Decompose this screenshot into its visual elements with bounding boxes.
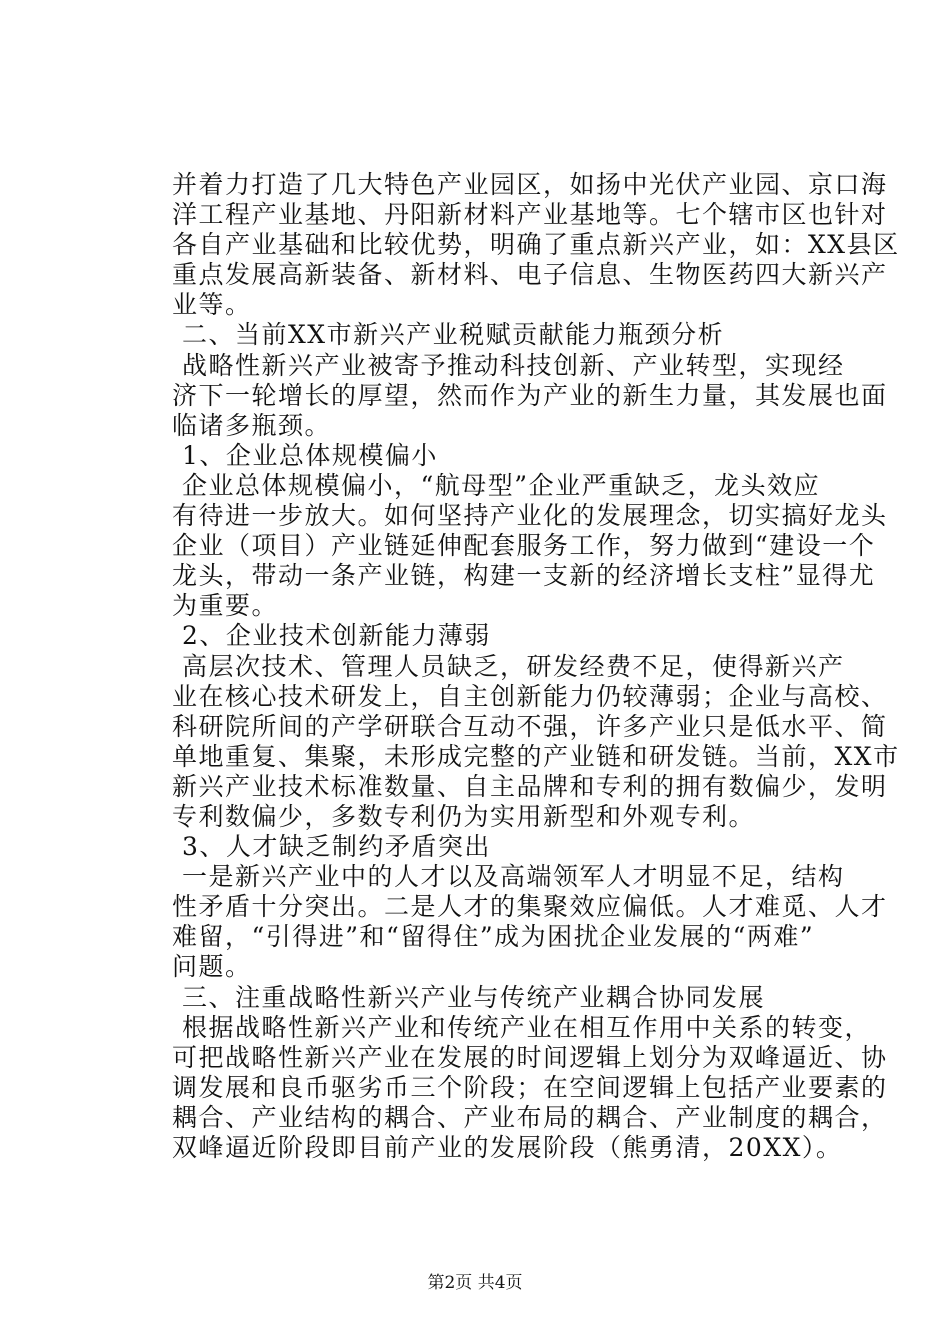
text-line: 调发展和良币驱劣币三个阶段；在空间逻辑上包括产业要素的	[172, 1072, 888, 1102]
text-line: 企业（项目）产业链延伸配套服务工作，努力做到“建设一个	[172, 531, 876, 561]
text-line: 临诸多瓶颈。	[172, 410, 332, 440]
text-line: 有待进一步放大。如何坚持产业化的发展理念，切实搞好龙头	[172, 501, 888, 531]
text-line: 重点发展高新装备、新材料、电子信息、生物医药四大新兴产	[172, 260, 888, 290]
page-footer: 第2页 共4页	[427, 1273, 523, 1293]
text-line: 双峰逼近阶段即目前产业的发展阶段（熊勇清，20XX）。	[172, 1133, 843, 1162]
text-line: 难留，“引得进”和“留得住”成为困扰企业发展的“两难”	[172, 922, 815, 952]
subsection-heading: 3、人才缺乏制约矛盾突出	[182, 832, 491, 862]
text-line: 专利数偏少，多数专利仍为实用新型和外观专利。	[172, 801, 756, 831]
text-line: 科研院所间的产学研联合互动不强，许多产业只是低水平、简	[172, 711, 888, 741]
text-line: 问题。	[172, 952, 252, 982]
text-line: 一是新兴产业中的人才以及高端领军人才明显不足，结构	[182, 862, 845, 892]
text-line: 战略性新兴产业被寄予推动科技创新、产业转型，实现经	[182, 350, 845, 380]
text-line: 高层次技术、管理人员缺乏，研发经费不足，使得新兴产	[182, 651, 845, 681]
text-line: 并着力打造了几大特色产业园区，如扬中光伏产业园、京口海	[172, 170, 888, 199]
subsection-heading: 2、企业技术创新能力薄弱	[182, 621, 491, 651]
text-line: 各自产业基础和比较优势，明确了重点新兴产业，如：XX县区	[172, 230, 900, 260]
subsection-heading: 1、企业总体规模偏小	[182, 440, 438, 470]
text-line: 根据战略性新兴产业和传统产业在相互作用中关系的转变，	[182, 1012, 872, 1042]
text-line: 企业总体规模偏小，“航母型”企业严重缺乏，龙头效应	[182, 470, 821, 500]
section-heading: 三、注重战略性新兴产业与传统产业耦合协同发展	[182, 982, 766, 1012]
document-body	[172, 170, 900, 1163]
text-line: 单地重复、集聚，未形成完整的产业链和研发链。当前，XX市	[172, 741, 900, 771]
text-line: 龙头，带动一条产业链，构建一支新的经济增长支柱”显得尤	[172, 561, 876, 591]
text-line: 性矛盾十分突出。二是人才的集聚效应偏低。人才难觅、人才	[172, 892, 888, 922]
text-line: 耦合、产业结构的耦合、产业布局的耦合、产业制度的耦合，	[172, 1102, 888, 1132]
text-line: 济下一轮增长的厚望，然而作为产业的新生力量，其发展也面	[172, 380, 888, 410]
text-line: 业等。	[172, 290, 252, 320]
section-heading: 二、当前XX市新兴产业税赋贡献能力瓶颈分析	[182, 320, 725, 350]
text-line: 业在核心技术研发上，自主创新能力仍较薄弱；企业与高校、	[172, 681, 888, 711]
text-line: 可把战略性新兴产业在发展的时间逻辑上划分为双峰逼近、协	[172, 1042, 888, 1072]
text-line: 为重要。	[172, 591, 279, 621]
text-line: 洋工程产业基地、丹阳新材料产业基地等。七个辖市区也针对	[172, 200, 888, 230]
text-line: 新兴产业技术标准数量、自主品牌和专利的拥有数偏少，发明	[172, 771, 888, 801]
